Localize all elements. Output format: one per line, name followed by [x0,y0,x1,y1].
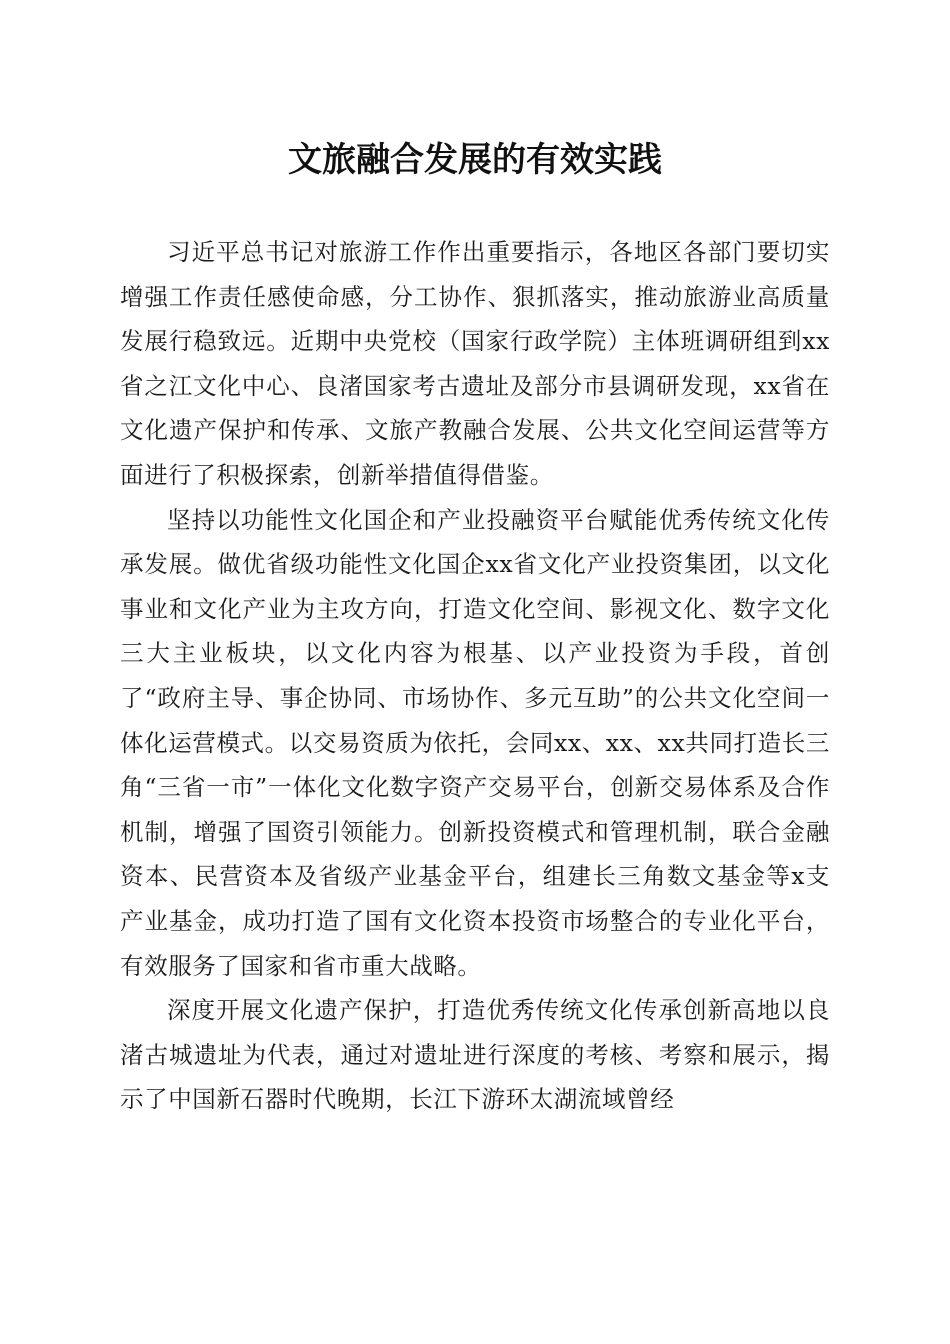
document-body [120,230,830,1122]
paragraph-cultural-enterprise: 坚持以功能性文化国企和产业投融资平台赋能优秀传统文化传承发展。做优省级功能性文化国企xx省文化产业投资集团，以文化事业和文化产业为主攻方向，打造文化空间、影视文化、数字文化三大主业板块，以文化内容为根基、以产业投资为手段，首创了“政府主导、事企协同、市场协作、多元互助”的公共文化空间一体化运营模式。以交易资质为依托，会同xx、xx、xx共同打造长三角“三省一市”一体化文化数字资产交易平台，创新交易体系及合作机制，增强了国资引领能力。创新投资模式和管理机制，联合金融资本、民营资本及省级产业基金平台，组建长三角数文基金等x支产业基金，成功打造了国有文化资本投资市场整合的专业化平台，有效服务了国家和省市重大战略。 [120,505,830,980]
paragraph-intro: 习近平总书记对旅游工作作出重要指示，各地区各部门要切实增强工作责任感使命感，分工协作、狠抓落实，推动旅游业高质量发展行稳致远。近期中央党校（国家行政学院）主体班调研组到xx省之江文化中心、良渚国家考古遗址及部分市县调研发现，xx省在文化遗产保护和传承、文旅产教融合发展、公共文化空间运营等方面进行了积极探索，创新举措值得借鉴。 [120,238,830,489]
paragraph-heritage-protection: 深度开展文化遗产保护，打造优秀传统文化传承创新高地以良渚古城遗址为代表，通过对遗址进行深度的考核、考察和展示，揭示了中国新石器时代晚期，长江下游环太湖流域曾经 [120,996,830,1114]
document-title: 文旅融合发展的有效实践 [288,140,662,180]
